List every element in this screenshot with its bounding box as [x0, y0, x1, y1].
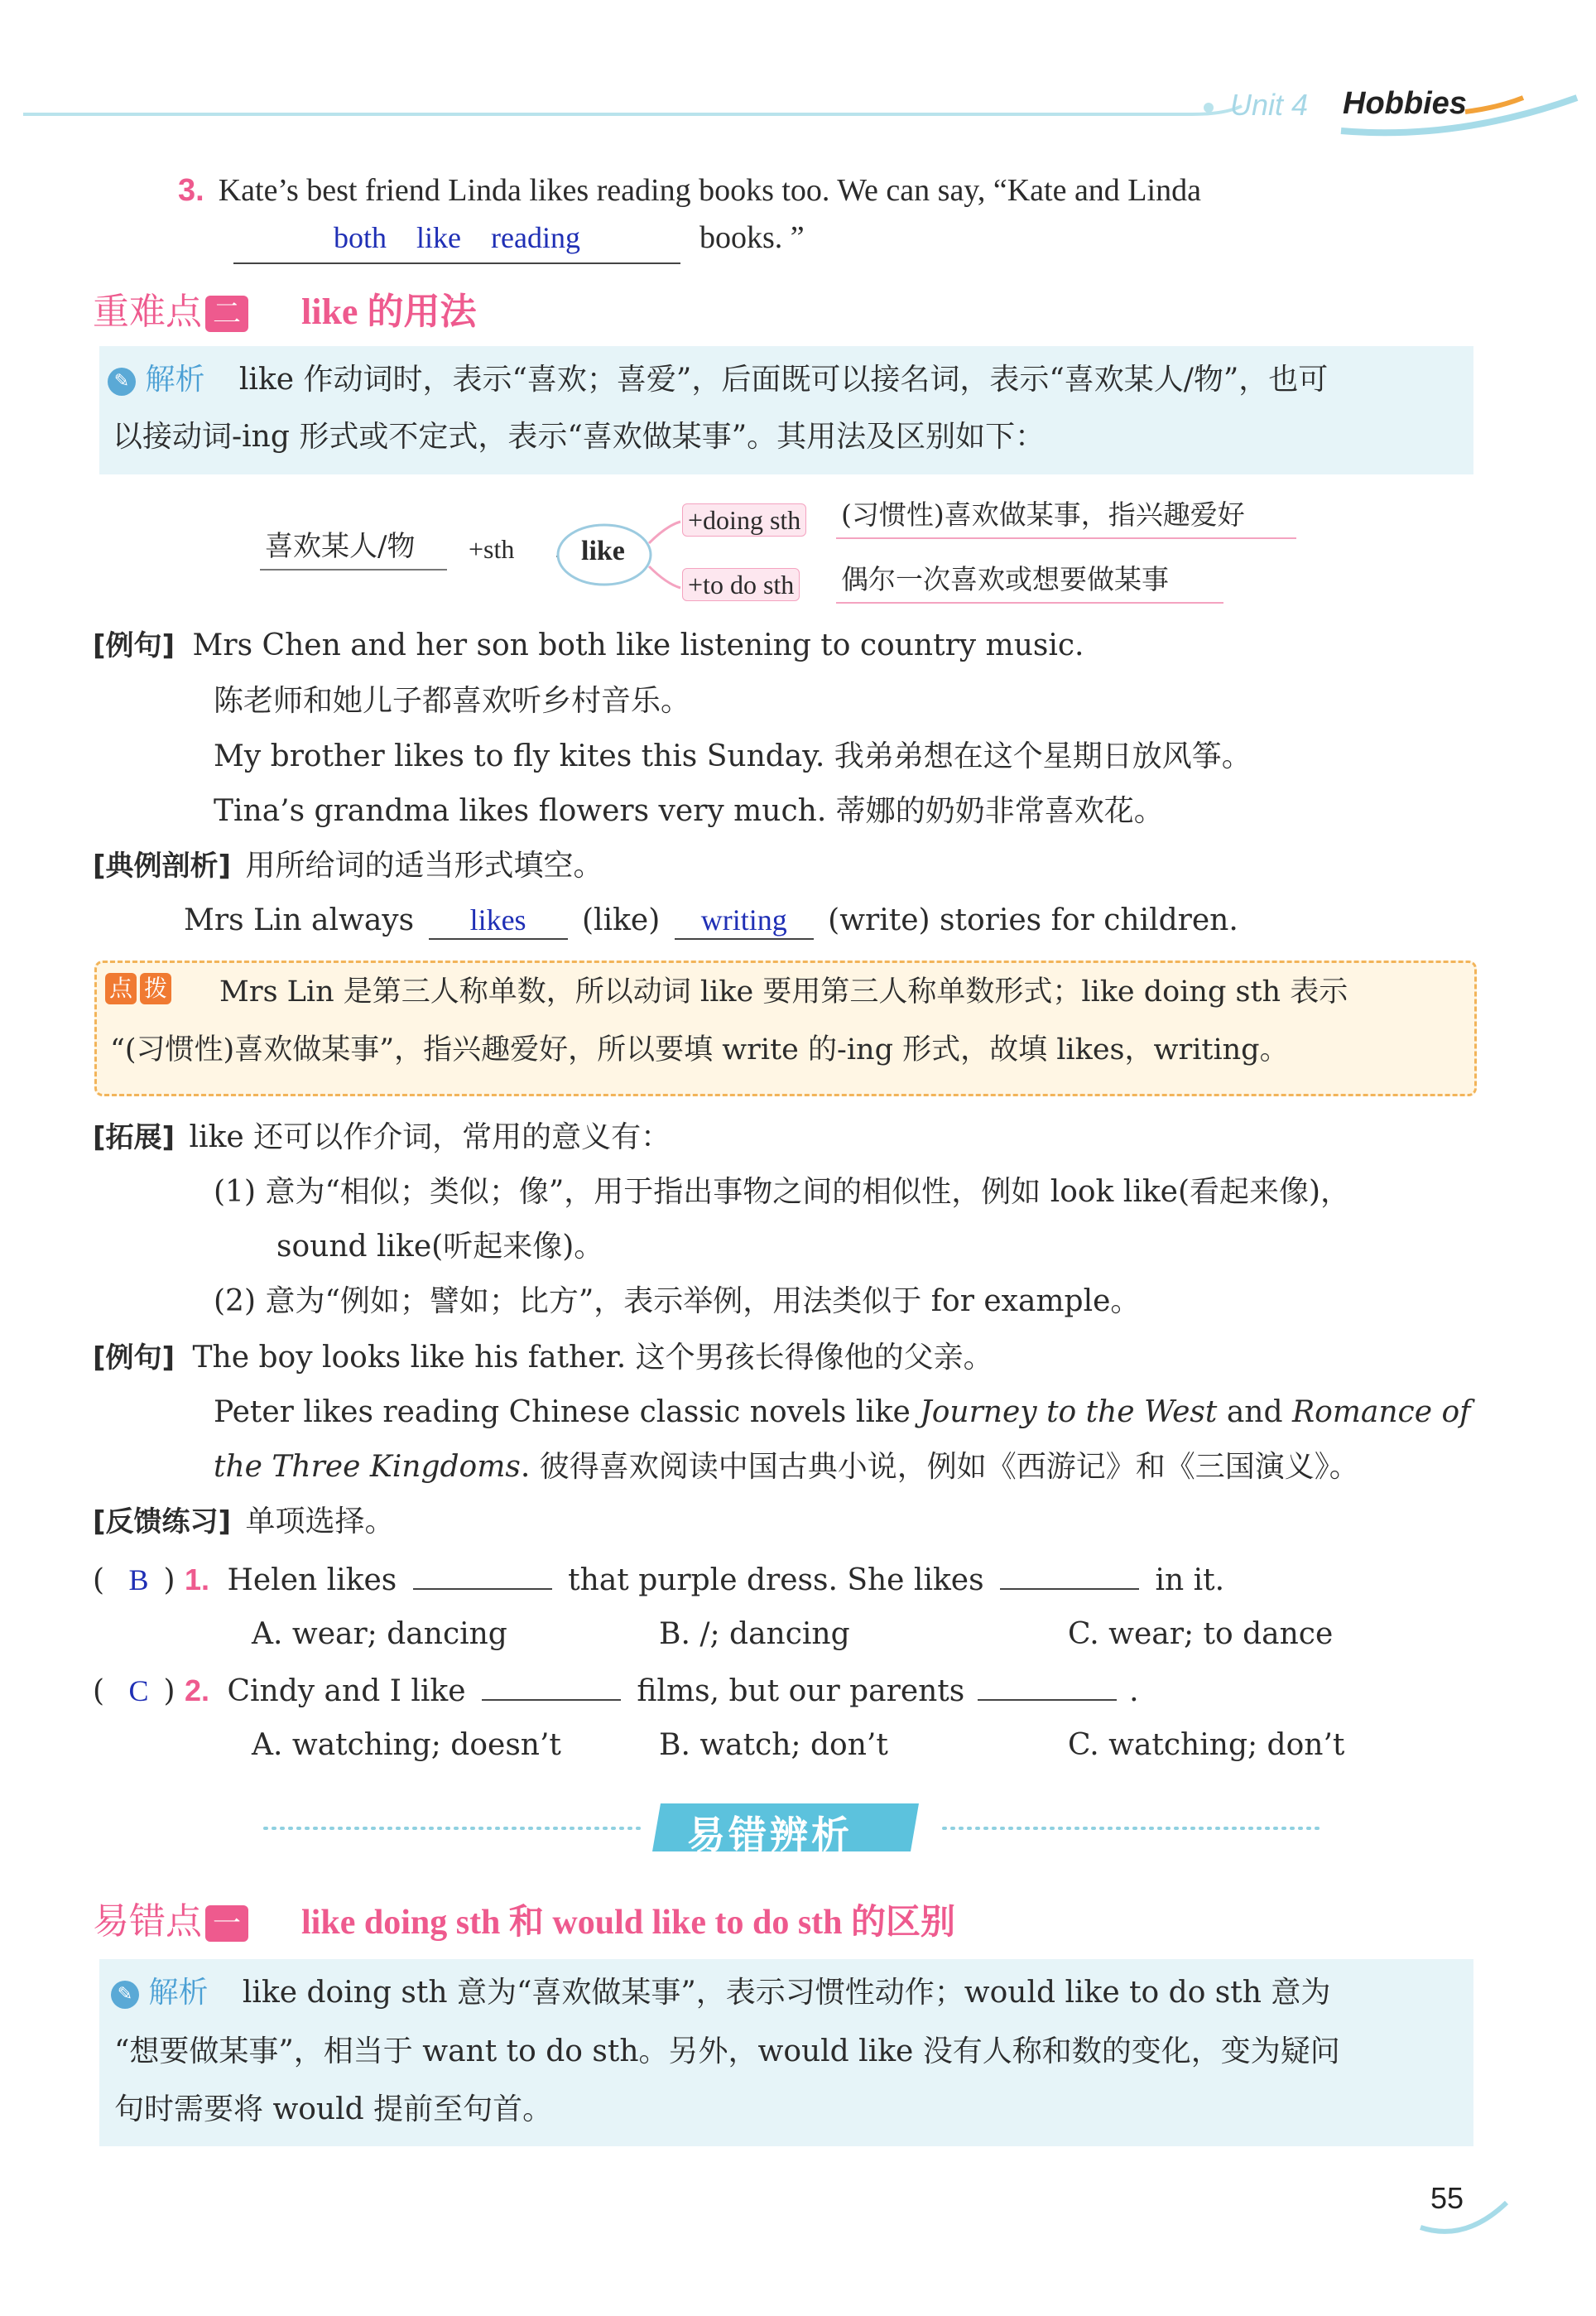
feedback-instruction: 单项选择。 — [245, 1505, 395, 1538]
mistake-point-label: 易错点 — [93, 1900, 202, 1943]
example-block-2 — [93, 1340, 993, 1375]
choice-question-1: ( B ) 1. Helen likes that purple dress. She likes in it. — [93, 1562, 1225, 1597]
blank — [978, 1674, 1117, 1701]
question-number: 2. — [185, 1673, 210, 1707]
answer-blank-2: writing — [675, 903, 814, 940]
question-text: Mrs Lin always — [184, 903, 415, 937]
example-sentence-cont: the Three Kingdoms. 彼得喜欢阅读中国古典小说，例如《西游记》和《三国演义》。 — [214, 1450, 1359, 1484]
analysis-line-3: 句时需要将 would 提前至句首。 — [114, 2092, 553, 2126]
question-number: 3. — [178, 173, 204, 208]
extension-point-2: (2) 意为“例如；譬如；比方”，表示举例，用法类似于 for example。 — [214, 1284, 1141, 1318]
question-text: Helen likes — [227, 1563, 397, 1597]
extension-intro: like 还可以作介词，常用的意义有： — [189, 1120, 671, 1154]
pen-icon: ✎ — [111, 1981, 139, 2009]
mindmap-desc-doing: (习惯性)喜欢做某事，指兴趣爱好 — [841, 498, 1245, 531]
question-text: books. ” — [699, 220, 805, 255]
tip-badge-char: 点 — [105, 973, 137, 1004]
extension-block — [93, 1119, 671, 1155]
feedback-block — [93, 1504, 395, 1539]
typical-instruction: 用所给词的适当形式填空。 — [245, 849, 603, 883]
example-label: [例句] — [93, 1341, 175, 1375]
tip-box — [94, 961, 1477, 1096]
unit-title: Hobbies — [1343, 86, 1467, 121]
answer-choice: B — [128, 1563, 149, 1596]
answer-blank: both like reading — [233, 220, 680, 264]
example-sentence: Peter likes reading Chinese classic novels like Journey to the West and Romance of — [214, 1395, 1471, 1429]
key-point-title: like 的用法 — [301, 291, 477, 332]
header-swoosh — [0, 0, 1596, 149]
extension-label: [拓展] — [93, 1121, 175, 1154]
feedback-label: [反馈练习] — [93, 1505, 232, 1538]
question-text: films, but our parents — [637, 1674, 965, 1708]
blank — [1000, 1563, 1139, 1590]
mistake-point-heading — [93, 1891, 955, 1944]
analysis-label: 解析 — [145, 362, 205, 396]
blank — [482, 1674, 621, 1701]
analysis-line-1 — [108, 361, 1328, 397]
tip-line-2: “(习惯性)喜欢做某事”，指兴趣爱好，所以要填 write 的-ing 形式，故填 likes，writing。 — [110, 1033, 1289, 1067]
tip-badge-char: 拨 — [140, 973, 171, 1004]
question-text: Cindy and I like — [227, 1674, 466, 1708]
tip-line-1: Mrs Lin 是第三人称单数，所以动词 like 要用第三人称单数形式；like doing sth 表示 — [219, 975, 1348, 1009]
analysis-line-1 — [111, 1974, 1330, 2010]
typical-example — [93, 848, 603, 884]
mindmap-tag-doing: +doing sth — [682, 503, 806, 537]
key-point-label: 重难点 — [93, 291, 202, 333]
analysis-line-2: 以接动词-ing 形式或不定式，表示“喜欢做某事”。其用法及区别如下： — [113, 420, 1046, 454]
mindmap-tag-todo: +to do sth — [682, 568, 800, 601]
typical-label: [典例剖析] — [93, 850, 232, 883]
example-block-1 — [93, 628, 1084, 663]
option-a[interactable]: A. wear; dancing — [252, 1617, 507, 1651]
example-translation: 陈老师和她儿子都喜欢听乡村音乐。 — [214, 684, 691, 718]
word-hint: (write) stories for children. — [828, 903, 1238, 937]
analysis-line-2: “想要做某事”，相当于 want to do sth。另外，would like 没有人称和数的变化，变为疑问 — [114, 2034, 1340, 2068]
banner-text: 易错辨析 — [687, 1813, 853, 1856]
example-sentence: The boy looks like his father. 这个男孩长得像他的父亲。 — [192, 1341, 993, 1375]
option-c[interactable]: C. wear; to dance — [1068, 1617, 1334, 1651]
option-b[interactable]: B. watch; don’t — [659, 1728, 888, 1762]
mistake-point-number: 一 — [205, 1905, 248, 1942]
usage-mindmap — [257, 497, 1333, 613]
answer-choice: C — [128, 1674, 149, 1707]
page-header — [0, 0, 1596, 149]
blank — [413, 1563, 552, 1590]
analysis-panel — [99, 346, 1473, 474]
analysis-text: like doing sth 意为“喜欢做某事”，表示习惯性动作；would like to do sth 意为 — [242, 1976, 1331, 2010]
key-point-number: 二 — [205, 296, 248, 332]
tip-badge — [105, 973, 171, 1004]
page-number-badge — [1407, 2178, 1523, 2244]
example-sentence: My brother likes to fly kites this Sunday. 我弟弟想在这个星期日放风筝。 — [214, 739, 1252, 773]
option-c[interactable]: C. watching; don’t — [1068, 1728, 1345, 1762]
analysis-panel — [99, 1959, 1473, 2146]
question-3-line2 — [233, 219, 805, 264]
section-banner — [257, 1798, 1333, 1856]
example-sentence: Mrs Chen and her son both like listening to country music. — [192, 628, 1084, 662]
choice-question-2: ( C ) 2. Cindy and I like films, but our parents . — [93, 1673, 1139, 1708]
analysis-text: like 作动词时，表示“喜欢；喜爱”，后面既可以接名词，表示“喜欢某人/物”，也可 — [238, 363, 1329, 397]
mindmap-left-label: 喜欢某人/物 — [265, 530, 416, 563]
mistake-point-title: like doing sth 和 would like to do sth 的区别 — [301, 1904, 956, 1942]
question-text: Kate’s best friend Linda likes reading books too. We can say, “Kate and Linda — [218, 173, 1201, 208]
analysis-label: 解析 — [148, 1975, 209, 2009]
page-number: 55 — [1430, 2181, 1464, 2215]
unit-label: Unit 4 — [1230, 88, 1309, 122]
pen-icon: ✎ — [108, 368, 136, 396]
option-b[interactable]: B. /; dancing — [659, 1617, 850, 1651]
question-text: . — [1129, 1674, 1139, 1708]
answer-blank-1: likes — [429, 903, 568, 940]
page-number-swoosh — [1407, 2178, 1523, 2244]
extension-point-1-cont: sound like(听起来像)。 — [276, 1230, 604, 1264]
mindmap-center: like — [581, 536, 625, 566]
extension-point-1: (1) 意为“相似；类似；像”，用于指出事物之间的相似性，例如 look like(看起来像)， — [214, 1175, 1351, 1209]
mindmap-left-suffix: +sth — [469, 534, 515, 564]
option-a[interactable]: A. watching; doesn’t — [252, 1728, 561, 1762]
typical-question — [184, 903, 1238, 940]
example-sentence: Tina’s grandma likes flowers very much. 蒂娜的奶奶非常喜欢花。 — [214, 794, 1164, 828]
word-hint: (like) — [582, 903, 661, 937]
mindmap-desc-todo: 偶尔一次喜欢或想要做某事 — [841, 563, 1169, 595]
question-number: 1. — [185, 1562, 210, 1596]
question-text: in it. — [1155, 1563, 1225, 1597]
example-label: [例句] — [93, 629, 175, 662]
question-text: that purple dress. She likes — [568, 1563, 984, 1597]
key-point-heading — [93, 282, 476, 335]
question-3 — [178, 172, 1201, 210]
